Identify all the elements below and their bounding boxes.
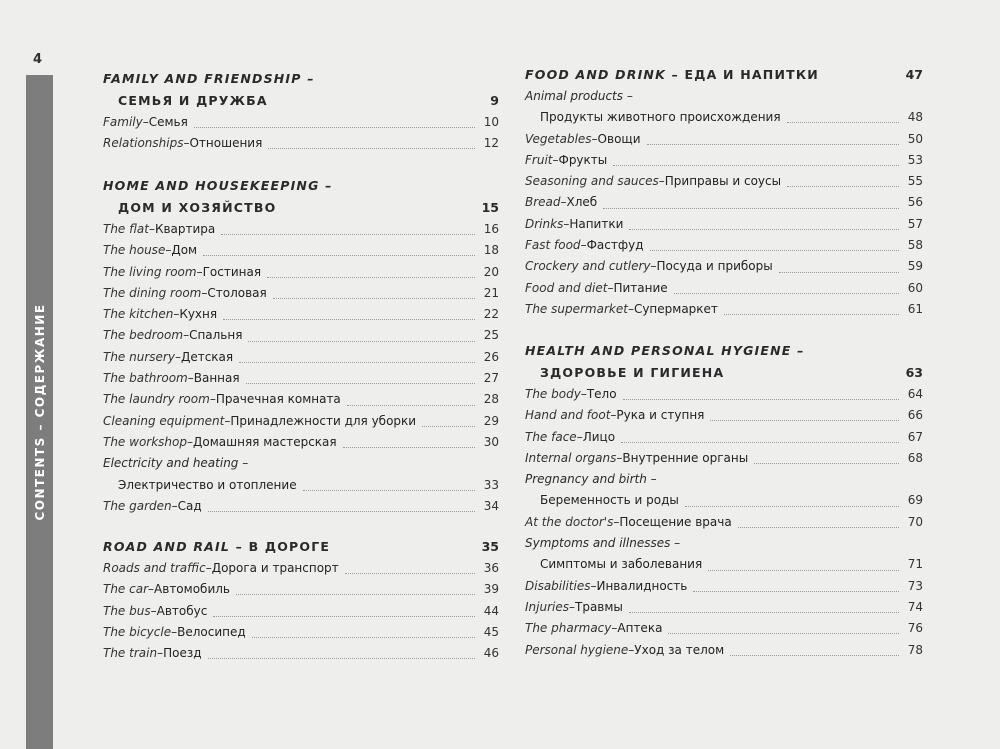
toc-entry[interactable]: Электричество и отопление 33 <box>118 477 499 492</box>
toc-section-road <box>103 536 499 664</box>
section-title-en[interactable]: HEALTH AND PERSONAL HYGIENE – <box>525 343 805 358</box>
toc-entry[interactable]: Симптомы и заболевания 71 <box>540 557 923 572</box>
section-title[interactable]: ROAD AND RAIL – В ДОРОГЕ 35 <box>103 536 499 558</box>
toc-entry[interactable]: Crockery and cutlery – Посуда и приборы 59 <box>525 259 923 274</box>
toc-section-family <box>103 68 499 155</box>
toc-entry[interactable]: Seasoning and sauces – Приправы и соусы 55 <box>525 174 923 189</box>
section-title-ru[interactable]: СЕМЬЯ И ДРУЖБА 9 <box>103 90 499 112</box>
toc-entry-heading[interactable]: Pregnancy and birth – <box>525 472 657 487</box>
toc-entry-heading[interactable]: Symptoms and illnesses – <box>525 536 681 551</box>
toc-entry[interactable]: Vegetables – Овощи 50 <box>525 131 923 146</box>
toc-entry[interactable]: The workshop – Домашняя мастерская 30 <box>103 434 499 449</box>
toc-entry[interactable]: Family – Семья 10 <box>103 115 499 129</box>
toc-entry[interactable]: The kitchen – Кухня 22 <box>103 307 499 322</box>
toc-entry[interactable]: Personal hygiene – Уход за телом 78 <box>525 642 923 657</box>
spine-label: CONTENTS – СОДЕРЖАНИЕ <box>32 303 47 521</box>
toc-section-health <box>525 340 923 661</box>
section-page: 47 <box>905 67 923 82</box>
toc-section-home <box>103 175 499 517</box>
toc-entry[interactable]: Drinks – Напитки 57 <box>525 216 923 231</box>
toc-entry[interactable]: The bathroom – Ванная 27 <box>103 371 499 386</box>
section-page: 63 <box>905 365 923 380</box>
spine-tab <box>26 75 53 749</box>
section-title-en[interactable]: HOME AND HOUSEKEEPING – <box>103 178 333 193</box>
section-title-en[interactable]: FAMILY AND FRIENDSHIP – <box>103 71 315 86</box>
toc-entry[interactable]: The pharmacy – Аптека 76 <box>525 621 923 636</box>
toc-entry-heading[interactable]: Animal products – <box>525 89 633 103</box>
toc-entry[interactable]: Беременность и роды 69 <box>540 493 923 508</box>
section-page: 9 <box>490 93 499 108</box>
section-page: 15 <box>481 200 499 215</box>
toc-entry[interactable]: The train – Поезд 46 <box>103 646 499 661</box>
toc-entry[interactable]: Disabilities – Инвалидность 73 <box>525 578 923 593</box>
toc-entry[interactable]: The laundry room – Прачечная комната 28 <box>103 392 499 407</box>
toc-entry[interactable]: The living room – Гостиная 20 <box>103 264 499 279</box>
toc-entry[interactable]: The bicycle – Велосипед 45 <box>103 624 499 639</box>
toc-entry[interactable]: Fruit – Фрукты 53 <box>525 152 923 167</box>
section-title-ru[interactable]: ЗДОРОВЬЕ И ГИГИЕНА 63 <box>525 362 923 384</box>
section-page: 35 <box>481 539 499 554</box>
toc-entry[interactable]: Продукты животного происхождения 48 <box>540 110 923 125</box>
toc-section-food <box>525 64 923 320</box>
toc-entry[interactable]: The dining room – Столовая 21 <box>103 285 499 300</box>
toc-entry[interactable]: The flat – Квартира 16 <box>103 222 499 236</box>
toc-entry[interactable]: Roads and traffic – Дорога и транспорт 36 <box>103 561 499 575</box>
toc-column-left <box>103 0 499 749</box>
toc-entry[interactable]: The face – Лицо 67 <box>525 429 923 444</box>
toc-entry[interactable]: The body – Тело 64 <box>525 387 923 401</box>
toc-entry[interactable]: The bedroom – Спальня 25 <box>103 328 499 343</box>
toc-entry[interactable]: The supermarket – Супермаркет 61 <box>525 301 923 316</box>
toc-entry[interactable]: Relationships – Отношения 12 <box>103 136 499 151</box>
page-number: 4 <box>33 52 43 67</box>
section-title-ru[interactable]: ДОМ И ХОЗЯЙСТВО 15 <box>103 197 499 219</box>
toc-column-right <box>525 0 923 749</box>
toc-entry[interactable]: Food and diet – Питание 60 <box>525 280 923 295</box>
toc-entry[interactable]: The bus – Автобус 44 <box>103 603 499 618</box>
toc-entry[interactable]: Internal organs – Внутренние органы 68 <box>525 450 923 465</box>
toc-entry[interactable]: Cleaning equipment – Принадлежности для уборки 29 <box>103 413 499 428</box>
toc-entry[interactable]: The garden – Сад 34 <box>103 498 499 513</box>
toc-entry[interactable]: Fast food – Фастфуд 58 <box>525 238 923 253</box>
toc-entry[interactable]: The car – Автомобиль 39 <box>103 582 499 597</box>
toc-entry[interactable]: Bread – Хлеб 56 <box>525 195 923 210</box>
toc-entry[interactable]: Hand and foot – Рука и ступня 66 <box>525 408 923 423</box>
toc-entry[interactable]: The nursery – Детская 26 <box>103 349 499 364</box>
toc-entry[interactable]: At the doctor's – Посещение врача 70 <box>525 514 923 529</box>
section-title[interactable]: FOOD AND DRINK – ЕДА И НАПИТКИ 47 <box>525 64 923 86</box>
toc-entry[interactable]: The house – Дом 18 <box>103 243 499 258</box>
toc-entry[interactable]: Injuries – Травмы 74 <box>525 599 923 614</box>
toc-entry-heading[interactable]: Electricity and heating – <box>103 456 249 471</box>
